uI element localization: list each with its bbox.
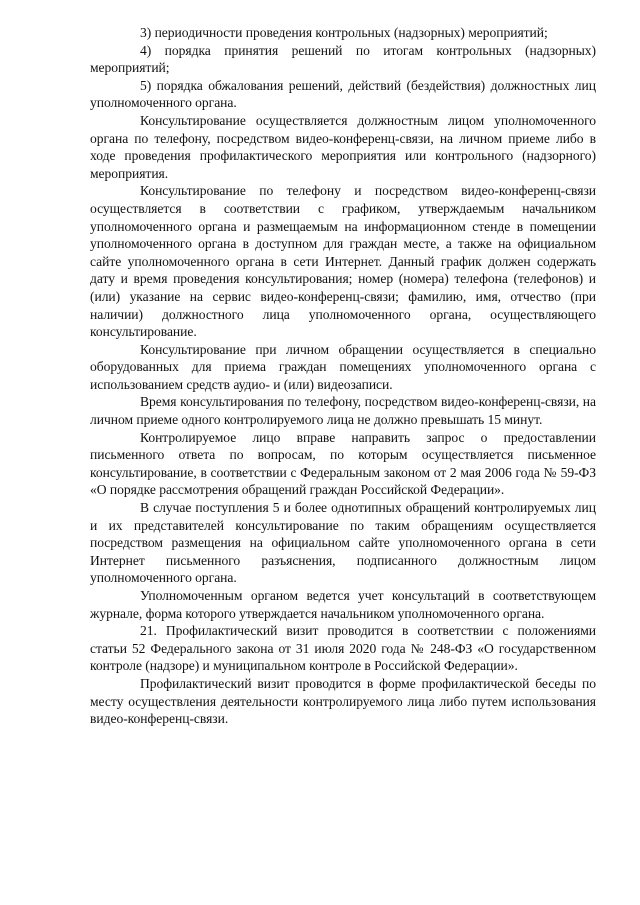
- paragraph-visit-form: Профилактический визит проводится в форме профилактической беседы по месту осуществления деятельности контролируемого лица либо путем использования видео-конференц-связи.: [90, 675, 596, 727]
- paragraph-consulting-journal: Уполномоченным органом ведется учет консультаций в соответствующем журнале, форма которого утверждается начальником уполномоченного органа.: [90, 588, 596, 621]
- paragraph-consulting-schedule: Консультирование по телефону и посредством видео-конференц-связи осуществляется в соответствии с графиком, утверждаемым начальником уполномоченного органа и размещаемым на информационном стенде в помещении уполномоченного органа в доступном для граждан месте, а также на официальном сайте уполномоченного органа в сети Интернет. Данный график должен содержать дату и время проведения консультирования; номер (номера) телефона (телефонов) и (или) указание на сервис видео-конференц-связи; фамилию, имя, отчество (при наличии) должностного лица уполномоченного органа, осуществляющего консультирование.: [90, 183, 596, 340]
- paragraph-item-5: 5) порядка обжалования решений, действий (бездействия) должностных лиц уполномоченного органа.: [90, 77, 596, 111]
- paragraph-written-request: Контролируемое лицо вправе направить запрос о предоставлении письменного ответа по вопросам, по которым осуществляется письменное консультирование, в соответствии с Федеральным законом от 2 мая 2006 года № 59-ФЗ «О порядке рассмотрения обращений граждан Российской Федерации».: [90, 429, 596, 498]
- document-page: [90, 24, 596, 728]
- paragraph-21-preventive-visit: 21. Профилактический визит проводится в соответствии с положениями статьи 52 Федерального закона от 31 июля 2020 года № 248-ФЗ «О государственном контроле (надзоре) и муниципальном контроле в Российской Федерации».: [90, 623, 596, 674]
- paragraph-consulting-ways: Консультирование осуществляется должностным лицом уполномоченного органа по телефону, посредством видео-конференц-связи, на личном приеме либо в ходе проведения профилактического мероприятия или контрольного (надзорного) мероприятия.: [90, 112, 596, 181]
- paragraph-similar-appeals: В случае поступления 5 и более однотипных обращений контролируемых лиц и их представителей консультирование по таким обращениям осуществляется посредством размещения на официальном сайте уполномоченного органа в сети Интернет письменного разъяснения, подписанного должностным лицом уполномоченного органа.: [90, 500, 596, 586]
- paragraph-personal-consulting: Консультирование при личном обращении осуществляется в специально оборудованных для приема граждан помещениях уполномоченного органа с использованием средств аудио- и (или) видеозаписи.: [90, 341, 596, 392]
- paragraph-item-3: 3) периодичности проведения контрольных (надзорных) мероприятий;: [140, 25, 548, 40]
- paragraph-item-4: 4) порядка принятия решений по итогам контрольных (надзорных) мероприятий;: [90, 42, 596, 76]
- paragraph-consulting-time: Время консультирования по телефону, посредством видео-конференц-связи, на личном приеме одного контролируемого лица не должно превышать 15 минут.: [90, 394, 596, 428]
